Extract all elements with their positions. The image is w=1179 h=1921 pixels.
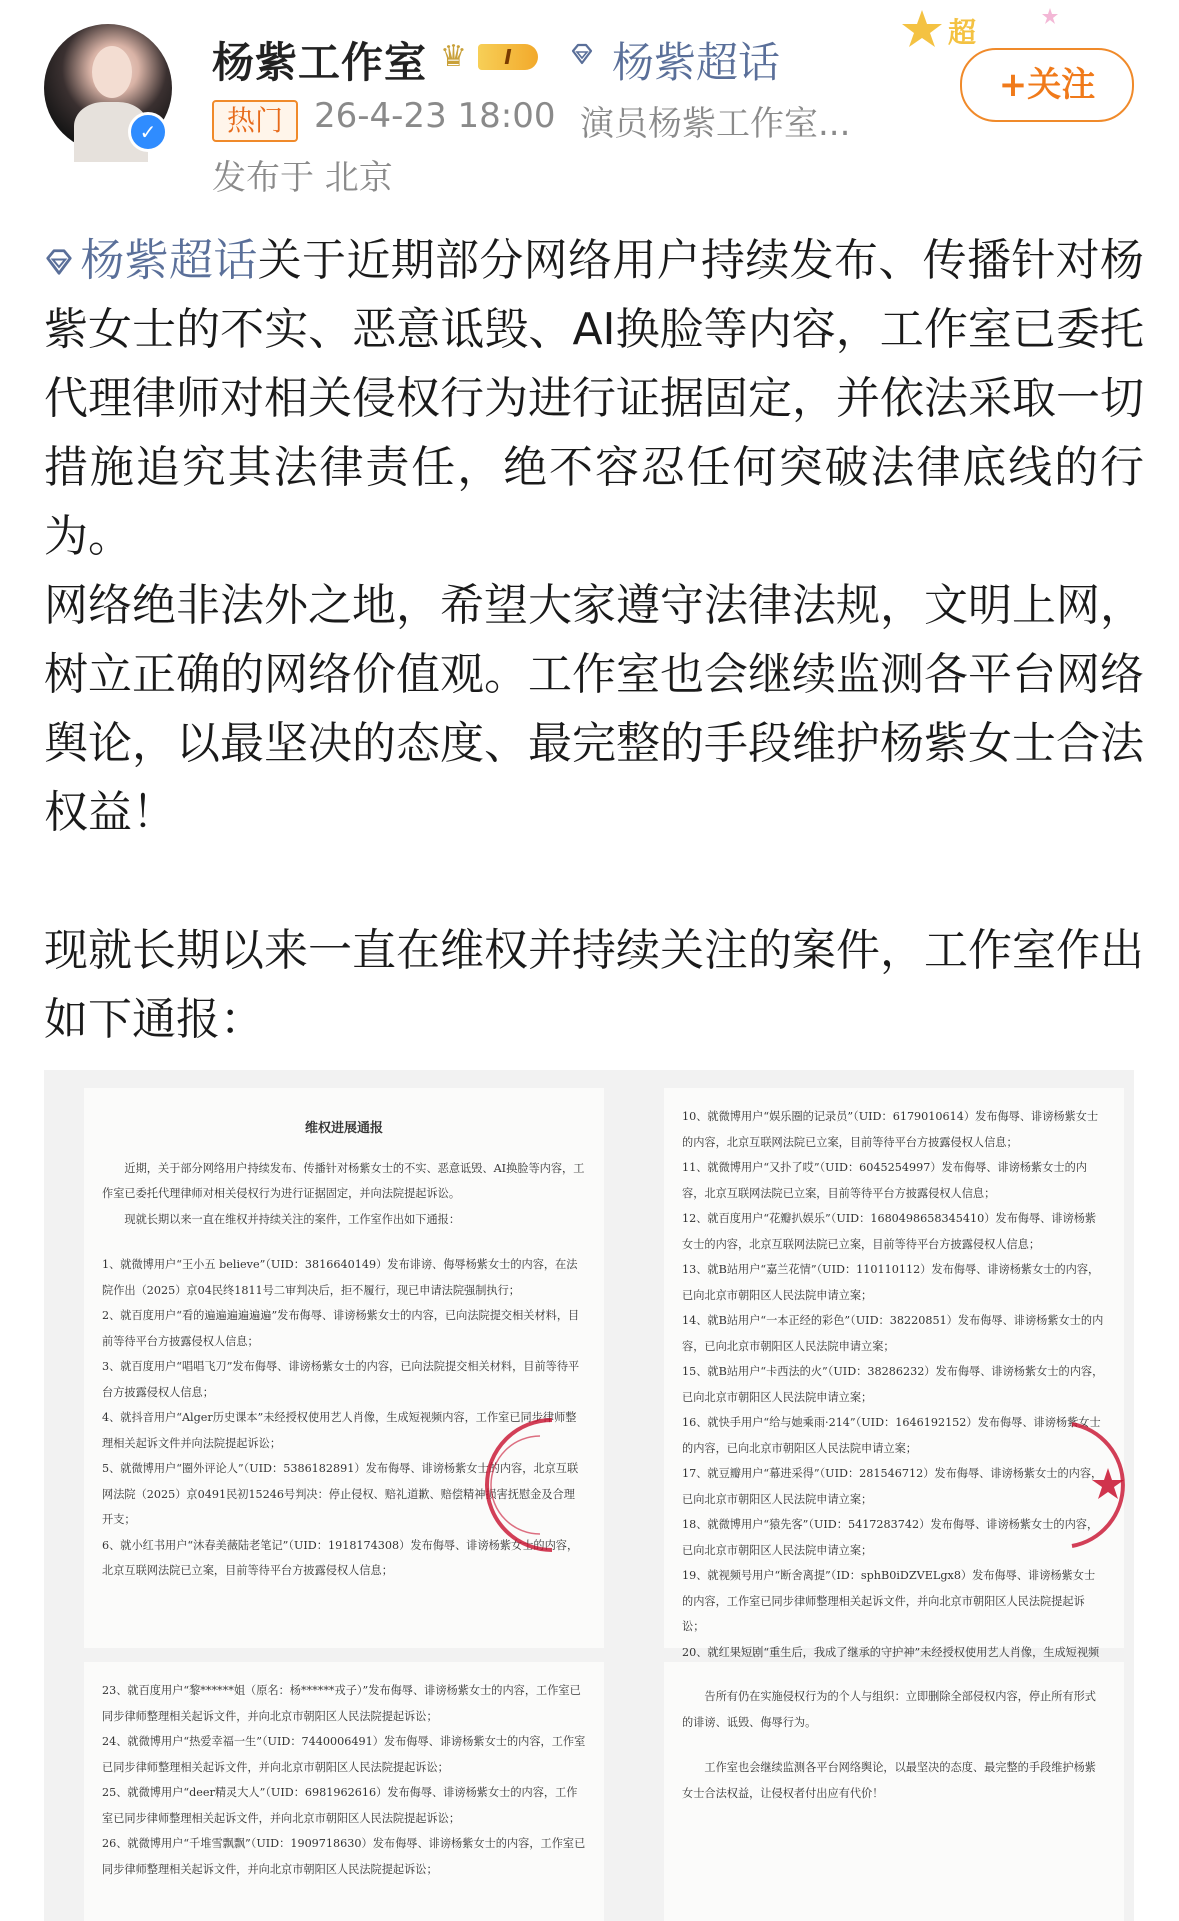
decoration-text: 超 xyxy=(948,16,977,49)
document-page-2[interactable] xyxy=(664,1088,1124,1659)
red-seal-stamp-icon xyxy=(1064,1410,1134,1560)
document-item: 6、就小红书用户“沐春美薇陆老笔记”（UID：1918174308）发布侮辱、诽谤杨紫女士的内容，北京互联网法院已立案，目前等待平台方披露侵权人信息； xyxy=(102,1538,579,1577)
post-paragraph-2: 网络绝非法外之地，希望大家遵守法律法规，文明上网，树立正确的网络价值观。工作室也会继续监测各平台网络舆论，以最坚决的态度、最完整的手段维护杨紫女士合法权益！ xyxy=(44,580,1144,838)
document-item: 2、就百度用户“看的遍遍遍遍遍遍”发布侮辱、诽谤杨紫女士的内容，已向法院提交相关材料，目前等待平台方披露侵权人信息； xyxy=(102,1309,580,1348)
document-images[interactable] xyxy=(44,1070,1134,1921)
vip-level: I xyxy=(478,44,538,70)
document-item: 5、就微博用户“圈外评论人”（UID：5386182891）发布侮辱、诽谤杨紫女士的内容，北京互联网法院（2025）京0491民初15246号判决：停止侵权、赔礼道歉、赔偿精神损害抚慰金及合理开支； xyxy=(102,1462,579,1526)
paragraph-1-text: 关于近期部分网络用户持续发布、传播针对杨紫女士的不实、恶意诋毁、AI换脸等内容，工作室已委托代理律师对相关侵权行为进行证据固定，并依法采取一切措施追究其法律责任，绝不容忍任何突破法律底线的行为。 xyxy=(44,235,1145,562)
document-item: 1、就微博用户“王小五 believe”（UID：3816640149）发布诽谤、侮辱杨紫女士的内容，在法院作出（2025）京04民终1811号二审判决后，拒不履行，现已申请法院强制执行； xyxy=(102,1258,578,1297)
document-item: 3、就百度用户“唱唱飞刀”发布侮辱、诽谤杨紫女士的内容，已向法院提交相关材料，目前等待平台方披露侵权人信息； xyxy=(102,1360,580,1399)
crown-icon: ♛ xyxy=(440,39,467,74)
post-source[interactable]: 演员杨紫工作室... xyxy=(580,104,851,144)
document-page-3[interactable] xyxy=(84,1662,604,1921)
document-item: 23、就百度用户“黎******姐（原名：杨******戎子）”发布侮辱、诽谤杨紫女士的内容，工作室已同步律师整理相关起诉文件，并向北京市朝阳区人民法院提起诉讼； xyxy=(102,1684,581,1723)
topic-diamond-icon xyxy=(570,42,594,66)
document-item: 14、就B站用户“一本正经的彩色”（UID：38220851）发布侮辱、诽谤杨紫女士的内容，已向北京市朝阳区人民法院申请立案； xyxy=(682,1314,1104,1353)
document-closing-2: 工作室也会继续监测各平台网络舆论，以最坚决的态度、最完整的手段维护杨紫女士合法权益，让侵权者付出应有代价！ xyxy=(682,1761,1096,1800)
post-paragraph-3: 现就长期以来一直在维权并持续关注的案件，工作室作出如下通报： xyxy=(44,925,1144,1045)
post-paragraph-1 xyxy=(44,226,1144,571)
post-location: 发布于 北京 xyxy=(212,158,393,198)
document-title: 维权进展通报 xyxy=(304,1121,383,1136)
document-item: 19、就视频号用户“断舍离提”（ID：sphB0iDZVELgx8）发布侮辱、诽谤杨紫女士的内容，工作室已同步律师整理相关起诉文件，并向北京市朝阳区人民法院提起诉讼； xyxy=(682,1569,1096,1633)
account-name[interactable]: 杨紫工作室 xyxy=(212,38,428,87)
document-page-1[interactable] xyxy=(84,1088,604,1648)
topic-diamond-icon xyxy=(44,247,74,277)
post-header xyxy=(0,0,1179,200)
inline-topic-text[interactable]: 杨紫超话 xyxy=(80,235,258,286)
hot-tag: 热门 xyxy=(212,100,298,142)
document-item: 18、就微博用户“猿先客”（UID：5417283742）发布侮辱、诽谤杨紫女士的内容，已向北京市朝阳区人民法院申请立案； xyxy=(682,1518,1099,1557)
document-closing-1: 告所有仍在实施侵权行为的个人与组织：立即删除全部侵权内容，停止所有形式的诽谤、诋毁、侮辱行为。 xyxy=(682,1690,1096,1729)
document-item: 25、就微博用户“deer精灵大人”（UID：6981962616）发布侮辱、诽谤杨紫女士的内容，工作室已同步律师整理相关起诉文件，并向北京市朝阳区人民法院提起诉讼； xyxy=(102,1786,578,1825)
post-text xyxy=(44,226,1144,1054)
document-item: 17、就豆瓣用户“幕进采得”（UID：281546712）发布侮辱、诽谤杨紫女士的内容，已向北京市朝阳区人民法院申请立案； xyxy=(682,1467,1103,1506)
red-seal-stamp-icon xyxy=(484,1410,554,1560)
document-page-4[interactable] xyxy=(664,1662,1124,1921)
document-intro-2: 现就长期以来一直在维权并持续关注的案件，工作室作出如下通报： xyxy=(124,1212,461,1226)
verified-badge-icon: ✓ xyxy=(128,112,168,152)
inline-topic-link[interactable] xyxy=(44,235,258,286)
document-item: 26、就微博用户“千堆雪飘飘”（UID：1909718630）发布侮辱、诽谤杨紫女士的内容，工作室已同步律师整理相关起诉文件，并向北京市朝阳区人民法院提起诉讼； xyxy=(102,1837,586,1876)
document-item: 4、就抖音用户“Alger历史课本”未经授权使用艺人肖像，生成短视频内容，工作室已同步律师整理相关起诉文件并向法院提起诉讼； xyxy=(102,1411,577,1450)
document-item: 24、就微博用户“热爱幸福一生”（UID：7440006491）发布侮辱、诽谤杨紫女士的内容，工作室已同步律师整理相关起诉文件，并向北京市朝阳区人民法院提起诉讼； xyxy=(102,1735,586,1774)
document-item: 13、就B站用户“嘉兰花情”（UID：110110112）发布侮辱、诽谤杨紫女士的内容，已向北京市朝阳区人民法院申请立案； xyxy=(682,1263,1100,1302)
document-item: 11、就微博用户“又扑了哎”（UID：6045254997）发布侮辱、诽谤杨紫女士的内容，北京互联网法院已立案，目前等待平台方披露侵权人信息； xyxy=(682,1161,1087,1200)
post-time: 26-4-23 18:00 xyxy=(314,96,556,136)
document-item: 12、就百度用户“花瓣扒娱乐”（UID：1680498658345410）发布侮辱、诽谤杨紫女士的内容，北京互联网法院已立案，目前等待平台方披露侵权人信息； xyxy=(682,1212,1097,1251)
document-item: 15、就B站用户“卡西法的火”（UID：38286232）发布侮辱、诽谤杨紫女士的内容，已向北京市朝阳区人民法院申请立案； xyxy=(682,1365,1104,1404)
document-item: 20、就红果短剧“重生后，我成了继承的守护神”未经授权使用艺人肖像，生成短视频 xyxy=(682,1645,1100,1659)
vip-badge[interactable] xyxy=(440,38,552,76)
follow-button[interactable]: +关注 xyxy=(960,48,1134,122)
document-item: 10、就微博用户“娱乐圈的记录员”（UID：6179010614）发布侮辱、诽谤杨紫女士的内容，北京互联网法院已立案，目前等待平台方披露侵权人信息； xyxy=(682,1110,1099,1149)
document-item: 16、就快手用户“给与她乘雨·214”（UID：1646192152）发布侮辱、诽谤杨紫女士的内容，已向北京市朝阳区人民法院申请立案； xyxy=(682,1416,1101,1455)
document-intro-1: 近期，关于部分网络用户持续发布、传播针对杨紫女士的不实、恶意诋毁、AI换脸等内容，工作室已委托代理律师对相关侵权行为进行证据固定，并向法院提起诉讼。 xyxy=(102,1161,585,1200)
topic-link[interactable]: 杨紫超话 xyxy=(612,38,781,87)
